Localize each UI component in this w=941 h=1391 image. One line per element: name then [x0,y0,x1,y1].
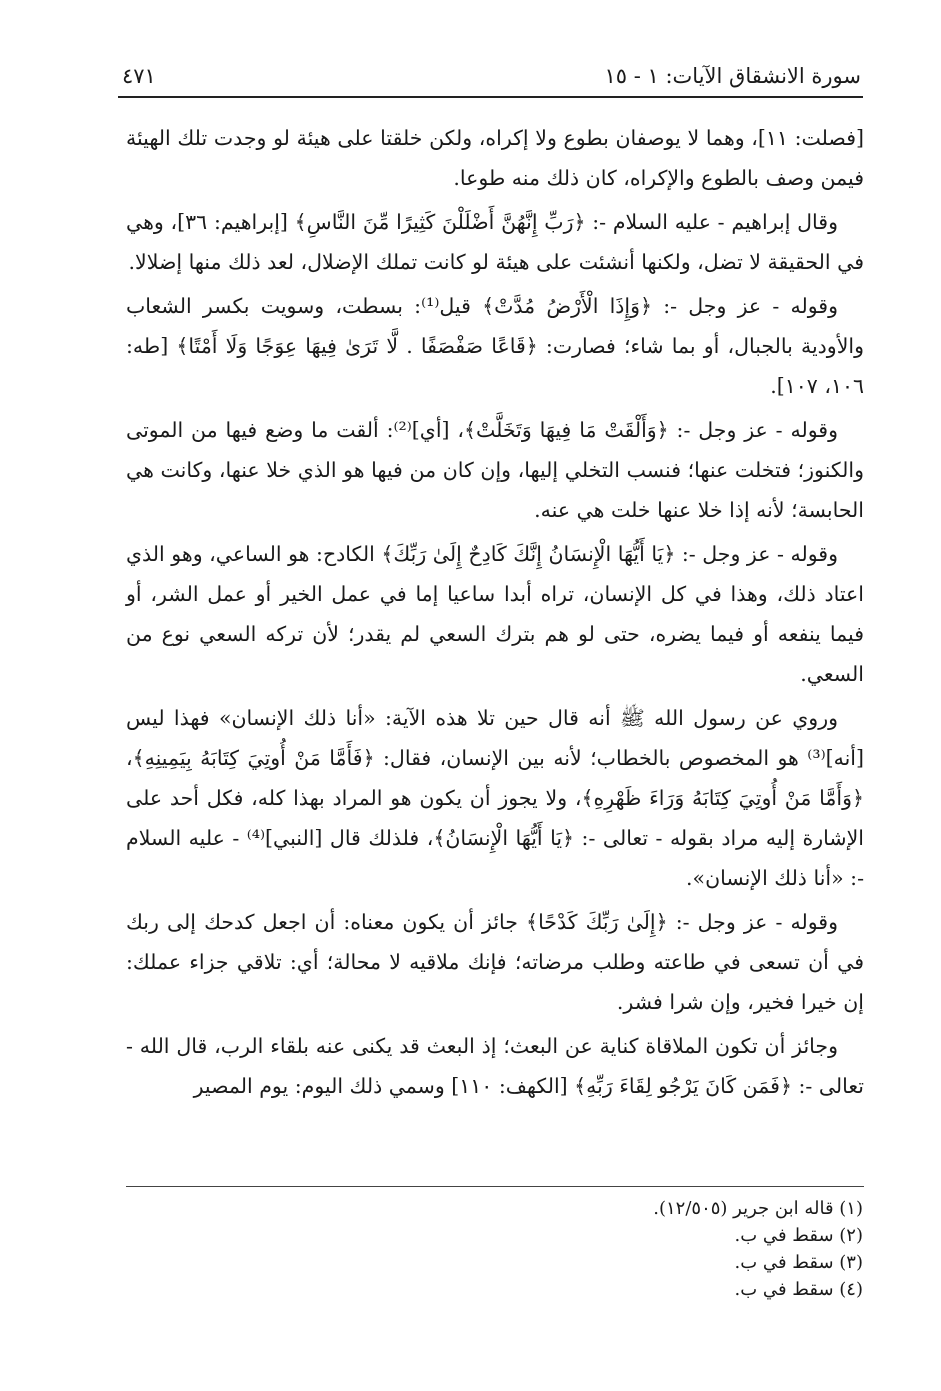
paragraph-6: وروي عن رسول الله ﷺ أنه قال حين تلا هذه الآية: «أنا ذلك الإنسان» فهذا ليس [أنه]⁽³⁾ هو المخصوص بالخطاب؛ لأنه بين الإنسان، فقال: ﴿فَأَمَّا مَنْ أُوتِيَ كِتَابَهُ بِيَمِينِهِ﴾، ﴿وَأَمَّا مَنْ أُوتِيَ كِتَابَهُ وَرَاءَ ظَهْرِهِ﴾، ولا يجوز أن يكون هو المراد بهذا كله، فكل أحد على الإشارة إليه مراد بقوله - تعالى -: ﴿يَا أَيُّهَا الْإِنسَانُ﴾، فلذلك قال [النبي]⁽⁴⁾ - عليه السلام -: «أنا ذلك الإنسان». [126,706,864,890]
running-header [118,56,863,98]
surah-title: سورة الانشقاق الآيات: ١ - ١٥ [604,64,861,88]
paragraph-5: وقوله - عز وجل -: ﴿يَا أَيُّهَا الْإِنسَانُ إِنَّكَ كَادِحٌ إِلَىٰ رَبِّكَ﴾ الكادح: هو الساعي، وهو الذي اعتاد ذلك، وهذا في كل الإنسان، تراه أبدا ساعيا إما في عمل الخير أو عمل الشر، أو فيما ينفعه أو فيما يضره، حتى لو هم بترك السعي لم يقدر؛ لأن تركه السعي نوع من السعي. [126,542,864,686]
footnote-1: (١) قاله ابن جرير (١٢/٥٠٥). [653,1198,863,1219]
page-number: ٤٧١ [122,64,156,88]
paragraph-3: وقوله - عز وجل -: ﴿وَإِذَا الْأَرْضُ مُدَّتْ﴾ قيل⁽¹⁾: بسطت، وسويت بكسر الشعاب والأودية بالجبال، أو بما شاء؛ فصارت: ﴿قَاعًا صَفْصَفًا . لَّا تَرَىٰ فِيهَا عِوَجًا وَلَا أَمْتًا﴾ [طه: ١٠٦، ١٠٧]. [126,294,864,398]
paragraph-2: وقال إبراهيم - عليه السلام -: ﴿رَبِّ إِنَّهُنَّ أَضْلَلْنَ كَثِيرًا مِّنَ النَّاسِ﴾ [إبراهيم: ٣٦]، وهي في الحقيقة لا تضل، ولكنها أنشئت على هيئة لو كانت تملك الإضلال، لعد ذلك منها إضلالا. [126,210,864,274]
footnotes [363,1195,863,1303]
main-text [126,118,864,1110]
footnote-3: (٣) سقط في ب. [734,1252,863,1273]
paragraph-1: [فصلت: ١١]، وهما لا يوصفان بطوع ولا إكراه، ولكن خلقتا على هيئة لو وجدت تلك الهيئة فيمن وصف بالطوع والإكراه، كان ذلك منه طوعا. [126,126,864,190]
paragraph-4: وقوله - عز وجل -: ﴿وَأَلْقَتْ مَا فِيهَا وَتَخَلَّتْ﴾، [أي]⁽²⁾: ألقت ما وضع فيها من الموتى والكنوز؛ فتخلت عنها؛ فنسب التخلي إليها، وإن كان من فيها هو الذي خلا عنها، وكانت هي الحابسة؛ لأنه إذا خلا عنها خلت هي عنه. [126,418,864,522]
paragraph-7: وقوله - عز وجل -: ﴿إِلَىٰ رَبِّكَ كَدْحًا﴾ جائز أن يكون معناه: أن اجعل كدحك إلى ربك في أن تسعى في طاعته وطلب مرضاته؛ فإنك ملاقيه لا محالة؛ أي: تلاقي جزاء عملك: إن خيرا فخير، وإن شرا فشر. [126,910,864,1014]
footnote-4: (٤) سقط في ب. [734,1279,863,1300]
footnote-divider [126,1186,864,1187]
paragraph-8: وجائز أن تكون الملاقاة كناية عن البعث؛ إذ البعث قد يكنى عنه بلقاء الرب، قال الله - تعالى -: ﴿فَمَن كَانَ يَرْجُو لِقَاءَ رَبِّهِ﴾ [الكهف: ١١٠] وسمي ذلك اليوم: يوم المصير [126,1034,864,1098]
footnote-2: (٢) سقط في ب. [734,1225,863,1246]
